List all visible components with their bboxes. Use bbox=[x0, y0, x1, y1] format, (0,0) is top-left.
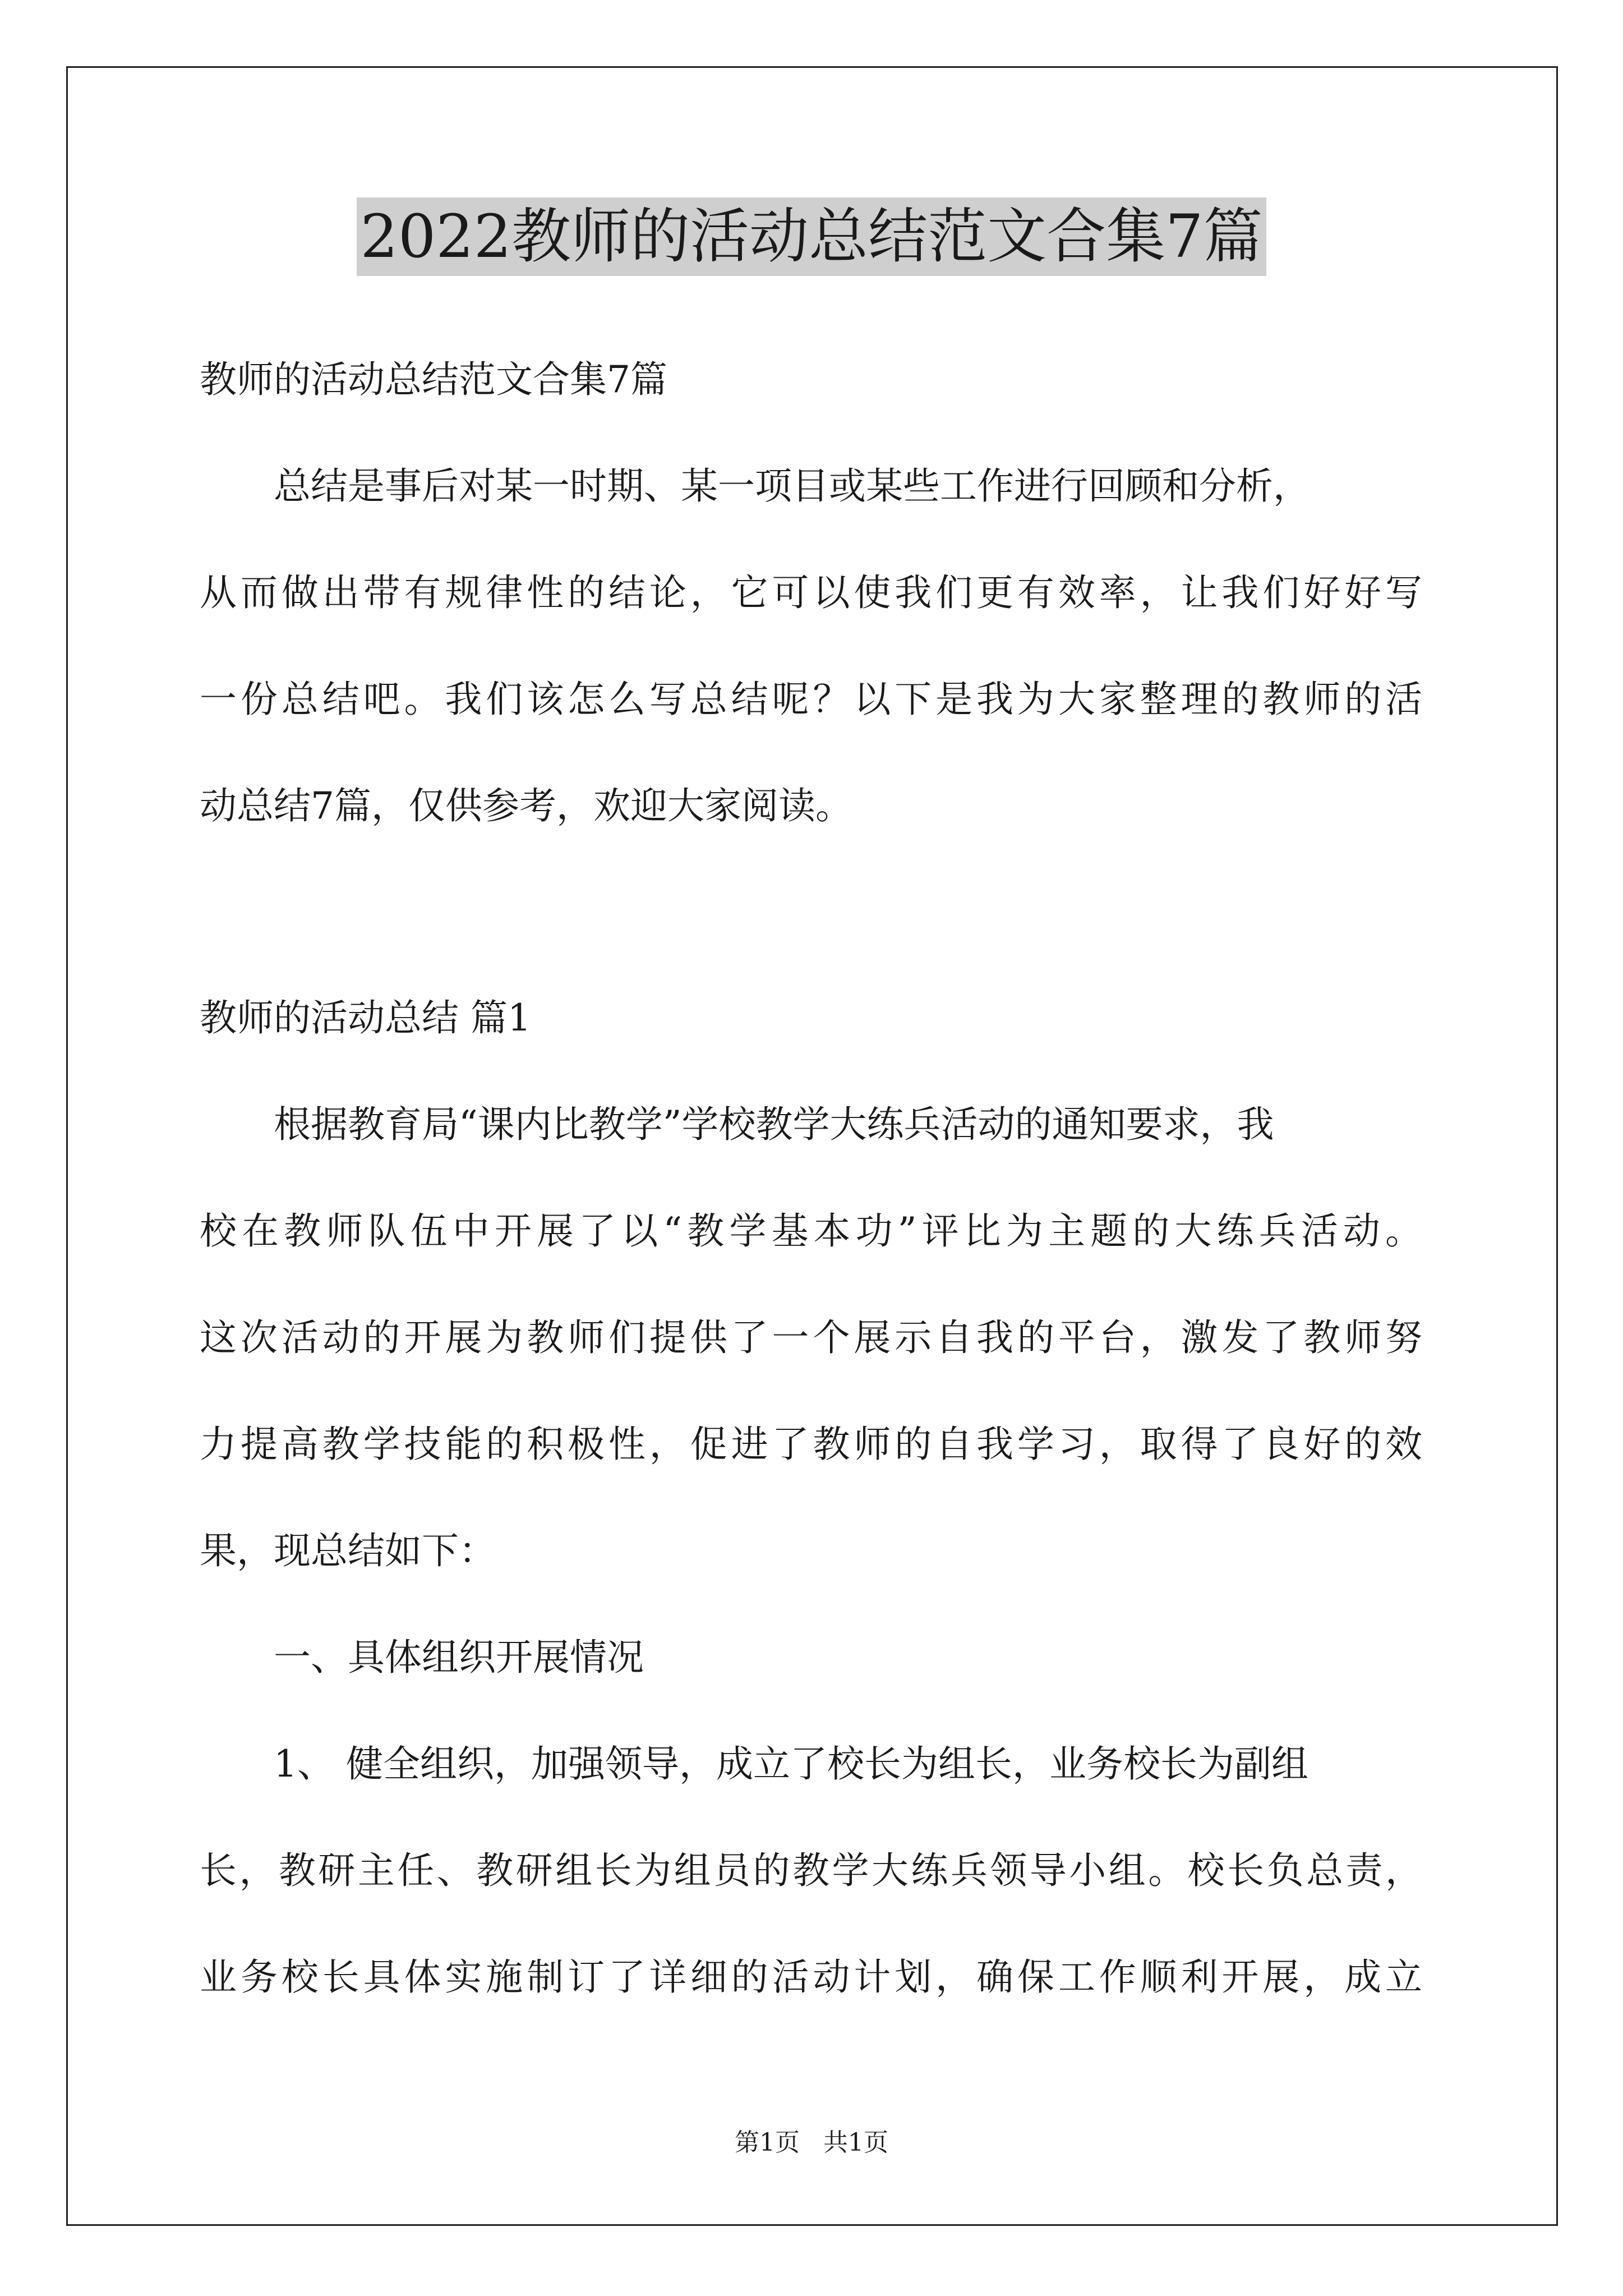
document-title: 2022教师的活动总结范文合集7篇 bbox=[357, 197, 1266, 276]
section-heading: 教师的活动总结 篇1 bbox=[200, 996, 531, 1039]
body-line-5: 果，现总结如下： bbox=[200, 1529, 496, 1572]
body-line-3: 这次活动的开展为教师们提供了一个展示自我的平台，激发了教师努 bbox=[200, 1316, 1422, 1359]
item-line-3: 业务校长具体实施制订了详细的活动计划，确保工作顺利开展，成立 bbox=[200, 1955, 1422, 1999]
intro-line-3: 一份总结吧。我们该怎么写总结呢？以下是我为大家整理的教师的活 bbox=[200, 678, 1422, 721]
item-line-1: 1、 健全组织，加强领导，成立了校长为组长，业务校长为副组 bbox=[200, 1742, 1308, 1786]
intro-line-4: 动总结7篇，仅供参考，欢迎大家阅读。 bbox=[200, 784, 852, 827]
intro-line-1: 总结是事后对某一时期、某一项目或某些工作进行回顾和分析， bbox=[200, 464, 1310, 508]
body-line-4: 力提高教学技能的积极性，促进了教师的自我学习，取得了良好的效 bbox=[200, 1423, 1422, 1466]
title-container bbox=[0, 197, 1623, 276]
item-line-2: 长，教研主任、教研组长为组员的教学大练兵领导小组。校长负总责， bbox=[200, 1849, 1422, 1892]
sub-heading: 一、具体组织开展情况 bbox=[200, 1636, 644, 1679]
intro-line-2: 从而做出带有规律性的结论，它可以使我们更有效率，让我们好好写 bbox=[200, 571, 1422, 614]
body-line-2: 校在教师队伍中开展了以“教学基本功”评比为主题的大练兵活动。 bbox=[200, 1209, 1422, 1253]
page-number: 第1页 共1页 bbox=[735, 2128, 888, 2157]
body-line-1: 根据教育局“课内比教学”学校教学大练兵活动的通知要求，我 bbox=[200, 1103, 1274, 1146]
page-footer bbox=[0, 2126, 1623, 2160]
document-subtitle: 教师的活动总结范文合集7篇 bbox=[200, 358, 667, 401]
